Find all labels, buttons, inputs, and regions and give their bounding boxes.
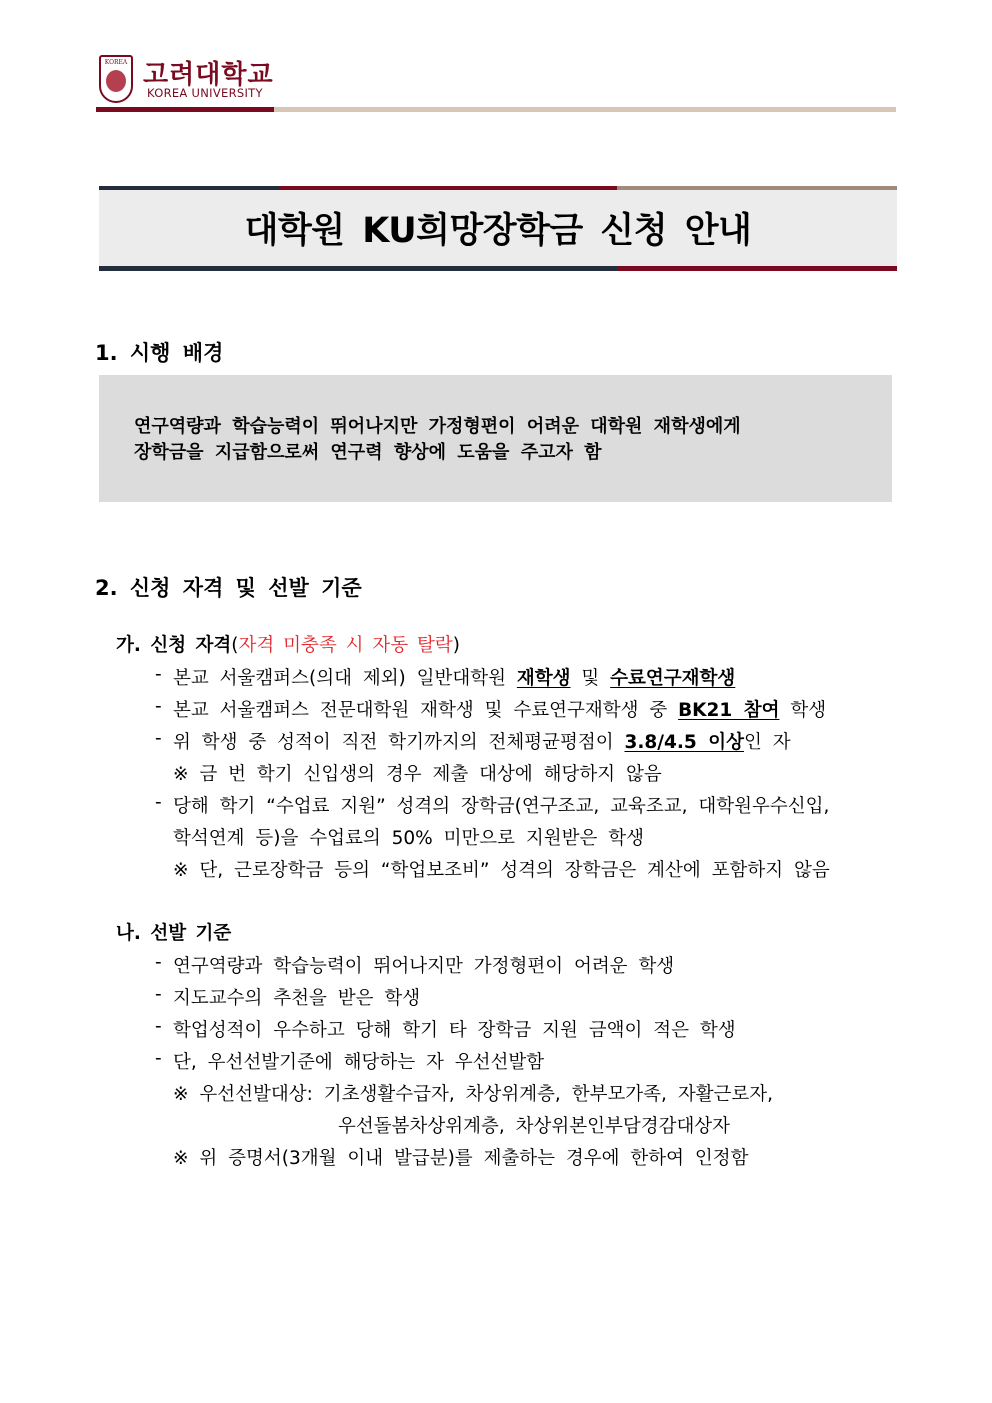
background-text: 장학금을 지급함으로써 연구력 향상에 도움을 주고자 함: [134, 442, 602, 463]
note: ※ 우선선발대상: 기초생활수급자, 차상위계층, 한부모가족, 자활근로자,: [173, 1084, 774, 1105]
list-item: [173, 728, 791, 754]
header-rule-crimson: [96, 107, 274, 112]
note: ※ 단, 근로장학금 등의 “학업보조비” 성격의 장학금은 계산에 포함하지 않음: [173, 860, 830, 881]
background-text: 연구역량과 학습능력이 뛰어나지만 가정형편이 어려운 대학원 재학생에게: [134, 416, 741, 437]
bullet-dash: -: [155, 952, 162, 973]
list-item: 당해 학기 “수업료 지원” 성격의 장학금(연구조교, 교육조교, 대학원우수신입,: [173, 796, 830, 817]
item-text: 및: [570, 668, 611, 689]
logo-name-english: KOREA UNIVERSITY: [147, 86, 263, 100]
list-item: [173, 696, 826, 722]
list-item: [173, 664, 735, 690]
paren: (: [231, 635, 239, 656]
seal-text: KOREA: [104, 59, 128, 66]
bullet-dash: -: [155, 792, 162, 813]
bullet-dash: -: [155, 728, 162, 749]
bullet-dash: -: [155, 696, 162, 717]
bullet-dash: -: [155, 1048, 162, 1069]
note: ※ 위 증명서(3개월 이내 발급분)를 제출하는 경우에 한하여 인정함: [173, 1148, 749, 1169]
item-text: 위 학생 중 성적이 직전 학기까지의 전체평균평점이: [173, 732, 625, 753]
title-rule: [617, 266, 897, 271]
bullet-dash: -: [155, 1016, 162, 1037]
emphasis: 수료연구재학생: [610, 668, 736, 689]
list-item-continuation: 학석연계 등)을 수업료의 50% 미만으로 지원받은 학생: [173, 828, 645, 849]
item-text: 본교 서울캠퍼스 전문대학원 재학생 및 수료연구재학생 중: [173, 700, 679, 721]
section-heading: 2. 신청 자격 및 선발 기준: [95, 576, 362, 600]
subsection-heading: 나. 선발 기준: [116, 923, 232, 944]
item-text: 인 자: [743, 732, 791, 753]
note: ※ 금 번 학기 신입생의 경우 제출 대상에 해당하지 않음: [173, 764, 662, 785]
list-item: 연구역량과 학습능력이 뛰어나지만 가정형편이 어려운 학생: [173, 956, 675, 977]
header-rule-beige: [274, 107, 896, 112]
section-heading: 1. 시행 배경: [95, 341, 224, 365]
logo-name-korean: 고려대학교: [143, 60, 274, 90]
university-seal-icon: [99, 55, 133, 103]
emphasis: 3.8/4.5 이상: [624, 732, 744, 753]
list-item: 지도교수의 추천을 받은 학생: [173, 988, 421, 1009]
title-rule: [99, 266, 617, 271]
item-text: 본교 서울캠퍼스(의대 제외) 일반대학원: [173, 668, 517, 689]
tiger-emblem-icon: [106, 70, 126, 92]
subsection-label: 가. 신청 자격: [116, 635, 232, 656]
emphasis: BK21 참여: [678, 700, 780, 721]
emphasis: 재학생: [516, 668, 571, 689]
list-item: 단, 우선선발기준에 해당하는 자 우선선발함: [173, 1052, 545, 1073]
page-title: 대학원 KU희망장학금 신청 안내: [99, 190, 897, 266]
bullet-dash: -: [155, 664, 162, 685]
auto-disqualify-note: 자격 미충족 시 자동 탈락: [238, 635, 453, 656]
list-item: 학업성적이 우수하고 당해 학기 타 장학금 지원 금액이 적은 학생: [173, 1020, 736, 1041]
item-text: 학생: [779, 700, 827, 721]
paren: ): [452, 635, 460, 656]
subsection-heading: [116, 631, 460, 657]
note-continuation: 우선돌봄차상위계층, 차상위본인부담경감대상자: [338, 1116, 731, 1137]
bullet-dash: -: [155, 984, 162, 1005]
